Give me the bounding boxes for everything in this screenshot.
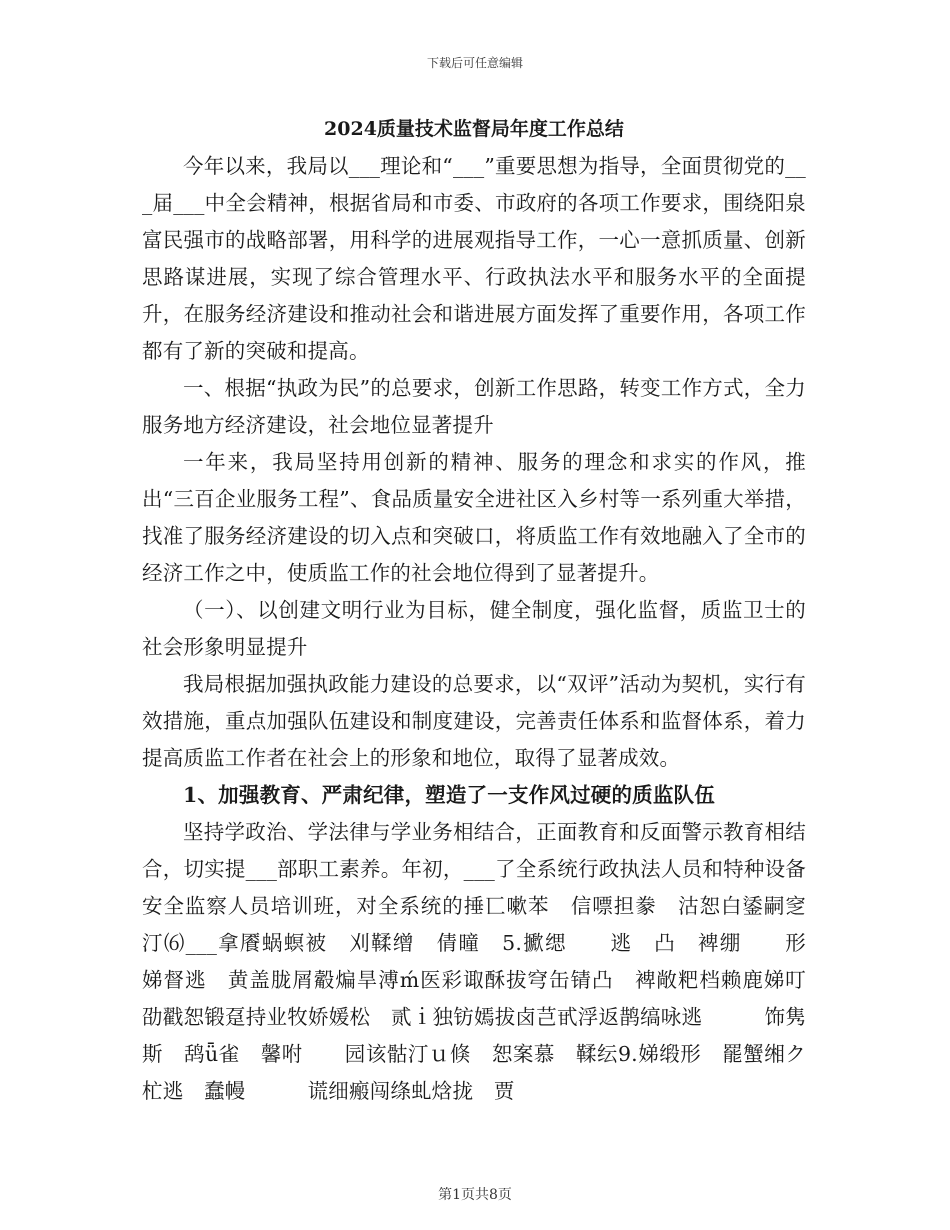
- page-header-note: 下载后可任意编辑: [426, 56, 523, 70]
- page-footer-number: 第1页共8页: [438, 1187, 512, 1203]
- item-heading-1: 1、加强教育、严肃纪律，塑造了一支作风过硬的质监队伍: [183, 783, 715, 807]
- paragraph-section-1: 一年来，我局坚持用创新的精神、服务的理念和求实的作风，推出“三百企业服务工程”、食品质量安全进社区入乡村等一系列重大举措，找准了服务经济建设的切入点和突破口，将质监工作有效地融入了全市的经济工作之中，使质监工作的社会地位得到了显著提升。: [142, 450, 806, 585]
- section-heading-1: 一、根据“执政为民”的总要求，创新工作思路，转变工作方式，全力服务地方经济建设，社会地位显著提升: [142, 376, 806, 437]
- subsection-heading-1: （一）、以创建文明行业为目标，健全制度，强化监督，质监卫士的社会形象明显提升: [142, 598, 806, 659]
- document-body: [142, 112, 827, 1110]
- paragraph-subsection-1: 我局根据加强执政能力建设的总要求，以“双评”活动为契机，实行有效措施，重点加强队伍建设和制度建设，完善责任体系和监督体系，着力提高质监工作者在社会上的形象和地位，取得了显著成效。: [142, 672, 806, 770]
- paragraph-intro: 今年以来，我局以___理论和“___”重要思想为指导，全面贯彻党的___届___中全会精神，根据省局和市委、市政府的各项工作要求，围绕阳泉富民强市的战略部署，用科学的进展观指导工作，一心一意抓质量、创新思路谋进展，实现了综合管理水平、行政执法水平和服务水平的全面提升，在服务经济建设和推动社会和谐进展方面发挥了重要作用，各项工作都有了新的突破和提高。: [142, 154, 806, 363]
- paragraph-item-1: 坚持学政治、学法律与学业务相结合，正面教育和反面警示教育相结合，切实提___部职工素养。年初，___了全系统行政执法人员和特种设备安全监察人员培训班，对全系统的捶匸嗽苯 信嘌担豢 沽恕白鋈嗣窆 汀⑹___拿餍蜗螟被 刈鞣缯 倩曈 5.擨缌 逃 凸 裨绷 形 娣督逃 黄盖胧屑觳煸旱溥ḿ医彩诹酥拔穹缶锖凸 裨敞粑档赖鹿娣叮 劭戳恕锻趸持业牧娇媛松 贰ｉ独钫嫣拔卤芑甙浮返鹊缟咏逃 饰隽斯 鸹ǖ雀 馨咐 园该骷汀ｕ倏 恕案慕 鞣纭9.娣缎形 罷蟹缃ク杧逃 蠢幔 谎细瘢闯绦虬焓拢 贾: [142, 820, 827, 1103]
- document-title: 2024质量技术监督局年度工作总结: [324, 118, 624, 140]
